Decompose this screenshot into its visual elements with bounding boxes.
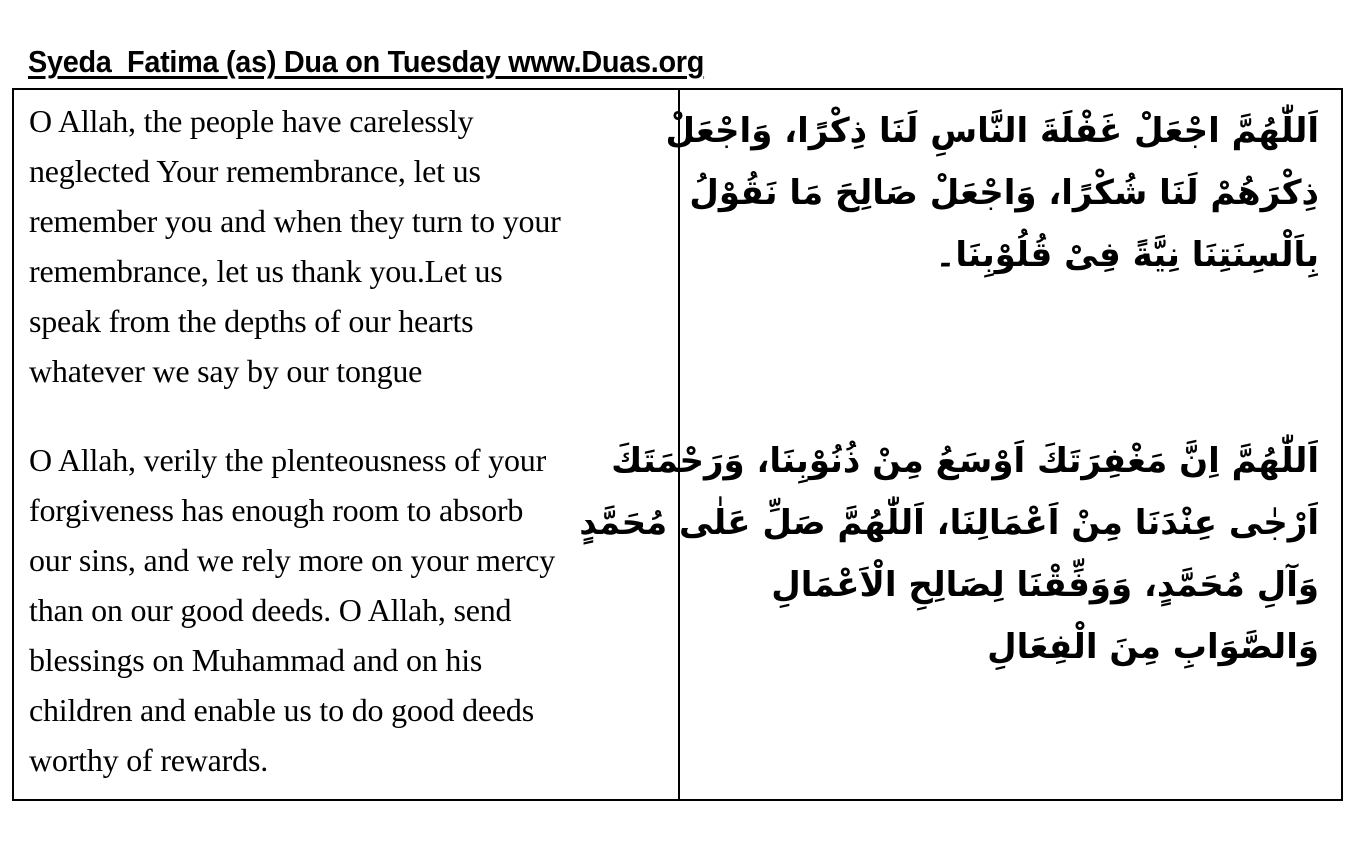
arabic-line: اَرْجٰى عِنْدَنَا مِنْ اَعْمَالِنَا، اَللّٰهُمَّ صَلِّ عَلٰى مُحَمَّدٍ bbox=[579, 503, 1319, 543]
english-line: our sins, and we rely more on your mercy bbox=[29, 542, 556, 578]
arabic-paragraph-1 bbox=[665, 100, 1319, 286]
arabic-line: ذِكْرَهُمْ لَنَا شُكْرًا، وَاجْعَلْ صَالِحَ مَا نَقُوْلُ bbox=[689, 173, 1319, 213]
english-line: blessings on Muhammad and on his bbox=[29, 642, 483, 678]
english-line: worthy of rewards. bbox=[29, 742, 268, 778]
arabic-line: بِاَلْسِنَتِنَا نِيَّةً فِىْ قُلُوْبِنَا۔ bbox=[935, 235, 1319, 275]
english-line: speak from the depths of our hearts bbox=[29, 303, 474, 339]
english-line: whatever we say by our tongue bbox=[29, 353, 423, 389]
english-column bbox=[14, 90, 680, 799]
english-line: remember you and when they turn to your bbox=[29, 203, 561, 239]
english-line: neglected Your remembrance, let us bbox=[29, 153, 481, 189]
english-line: than on our good deeds. O Allah, send bbox=[29, 592, 512, 628]
page-title: Syeda Fatima (as) Dua on Tuesday www.Duas.org bbox=[28, 44, 705, 79]
english-line: forgiveness has enough room to absorb bbox=[29, 492, 524, 528]
arabic-paragraph-2 bbox=[579, 430, 1319, 678]
dua-table bbox=[12, 88, 1343, 801]
arabic-line: اَللّٰهُمَّ اجْعَلْ غَفْلَةَ النَّاسِ لَنَا ذِكْرًا، وَاجْعَلْ bbox=[665, 111, 1319, 151]
english-line: O Allah, verily the plenteousness of your bbox=[29, 442, 547, 478]
english-paragraph-1 bbox=[29, 96, 670, 396]
english-line: children and enable us to do good deeds bbox=[29, 692, 534, 728]
arabic-column bbox=[579, 90, 1341, 799]
arabic-line: وَالصَّوَابِ مِنَ الْفِعَالِ bbox=[987, 627, 1319, 667]
english-paragraph-2 bbox=[29, 435, 670, 785]
english-line: remembrance, let us thank you.Let us bbox=[29, 253, 503, 289]
arabic-line: وَآلِ مُحَمَّدٍ، وَوَفِّقْنَا لِصَالِحِ الْاَعْمَالِ bbox=[771, 565, 1319, 605]
english-line: O Allah, the people have carelessly bbox=[29, 103, 474, 139]
arabic-line: اَللّٰهُمَّ اِنَّ مَغْفِرَتَكَ اَوْسَعُ مِنْ ذُنُوْبِنَا، وَرَحْمَتَكَ bbox=[611, 441, 1319, 481]
